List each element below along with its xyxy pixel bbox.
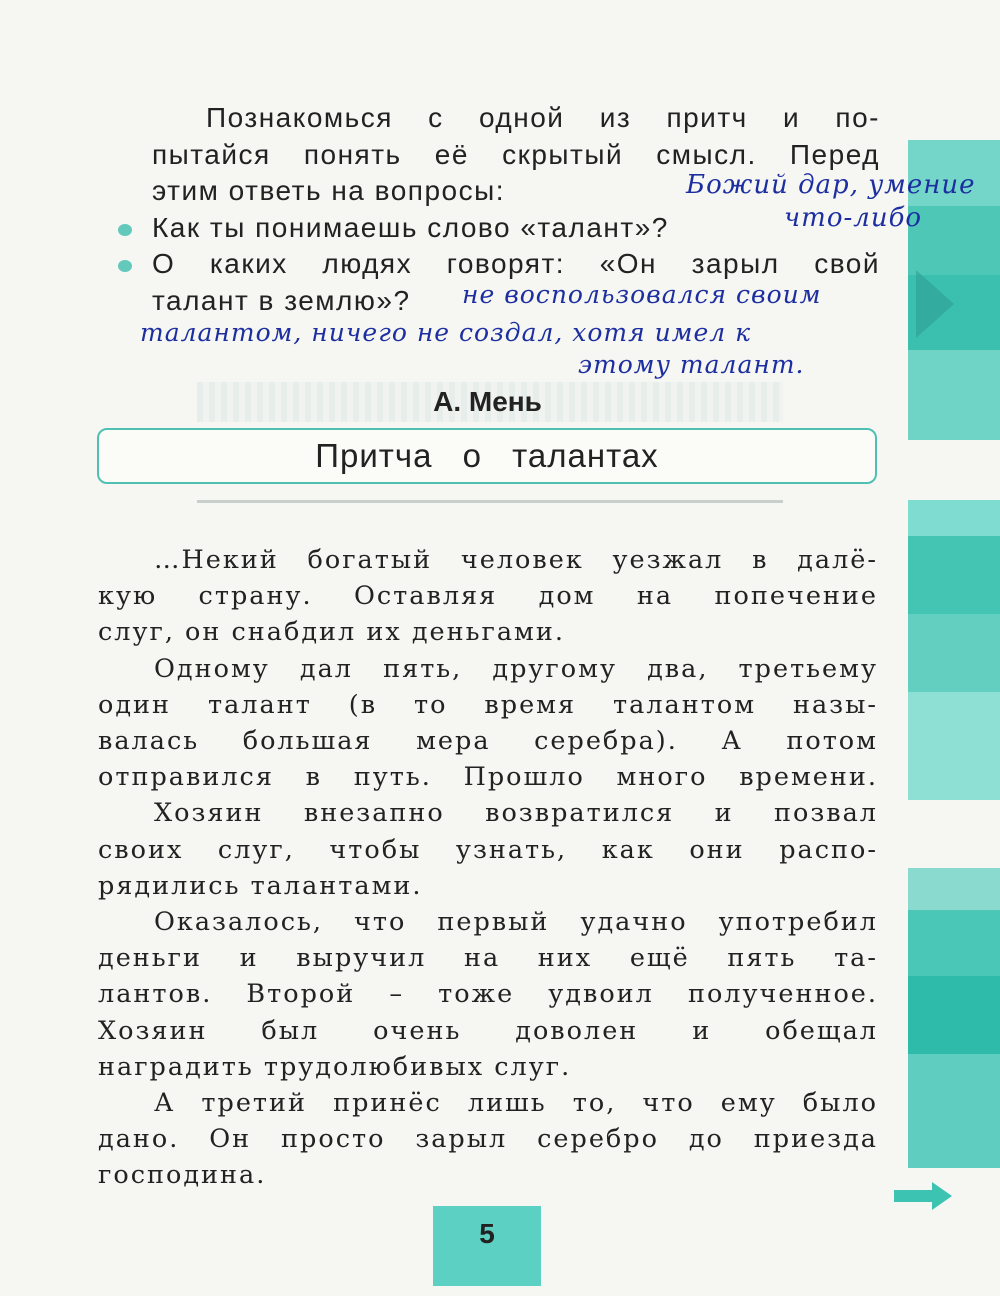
intro-line: этим ответь на вопросы: (152, 175, 505, 206)
edge-decoration-bottom (908, 868, 1000, 1168)
intro-line: Познакомься с одной из притч и по- (206, 102, 880, 133)
edge-decoration-middle (908, 500, 1000, 800)
story-body (98, 542, 878, 1194)
question-text: талант в землю»? (152, 284, 411, 316)
author-name: А. Мень (433, 386, 542, 417)
handwritten-answer: Божий дар, умение (686, 170, 976, 200)
question-text: Как ты понимаешь слово «талант»? (152, 211, 669, 243)
handwritten-answer: этому талант. (578, 350, 805, 379)
story-title-box (97, 428, 877, 484)
story-line: один талант (в то время талантом назы- (98, 689, 878, 720)
story-line: …Некий богатый человек уезжал в далё- (154, 545, 878, 575)
handwritten-answer: не воспользовался своим (462, 280, 822, 309)
story-line: Хозяин был очень доволен и обещал (98, 1015, 878, 1046)
story-line: лантов. Второй – тоже удвоил полученное. (98, 979, 878, 1010)
story-line: валась большая мера серебра). А потом (98, 726, 878, 757)
next-page-arrow-icon[interactable] (892, 1180, 954, 1212)
story-line: слуг, он снабдил их деньгами. (98, 617, 565, 648)
bullet-icon (118, 260, 132, 272)
story-line: Хозяин внезапно возвратился и позвал (154, 798, 878, 829)
bullet-icon (118, 224, 132, 236)
story-title: Притча о талантах (315, 437, 659, 474)
handwritten-answer: талантом, ничего не создал, хотя имел к (140, 318, 752, 347)
page-number: 5 (479, 1218, 495, 1249)
page-number-badge (433, 1206, 541, 1286)
question-text: О каких людях говорят: «Он зарыл свой (152, 248, 880, 279)
handwritten-answer: что-либо (784, 203, 923, 233)
story-line: своих слуг, чтобы узнать, как они распо- (98, 834, 878, 865)
story-line: дано. Он просто зарыл серебро до приезда (98, 1124, 878, 1155)
story-line: наградить трудолюбивых слуг. (98, 1051, 572, 1082)
divider (197, 500, 783, 503)
story-line: А третий принёс лишь то, что ему было (154, 1088, 878, 1119)
story-line: деньги и выручил на них ещё пять та- (98, 943, 878, 974)
story-line: Одному дал пять, другому два, третьему (154, 653, 878, 684)
story-line: Оказалось, что первый удачно употребил (154, 907, 878, 938)
intro-line: пытайся понять её скрытый смысл. Перед (152, 138, 880, 170)
story-line: рядились талантами. (98, 870, 423, 901)
story-line: кую страну. Оставляя дом на попечение (98, 581, 878, 612)
story-line: господина. (98, 1160, 267, 1191)
story-line: отправился в путь. Прошло много времени. (98, 762, 878, 793)
question-item (152, 210, 880, 247)
